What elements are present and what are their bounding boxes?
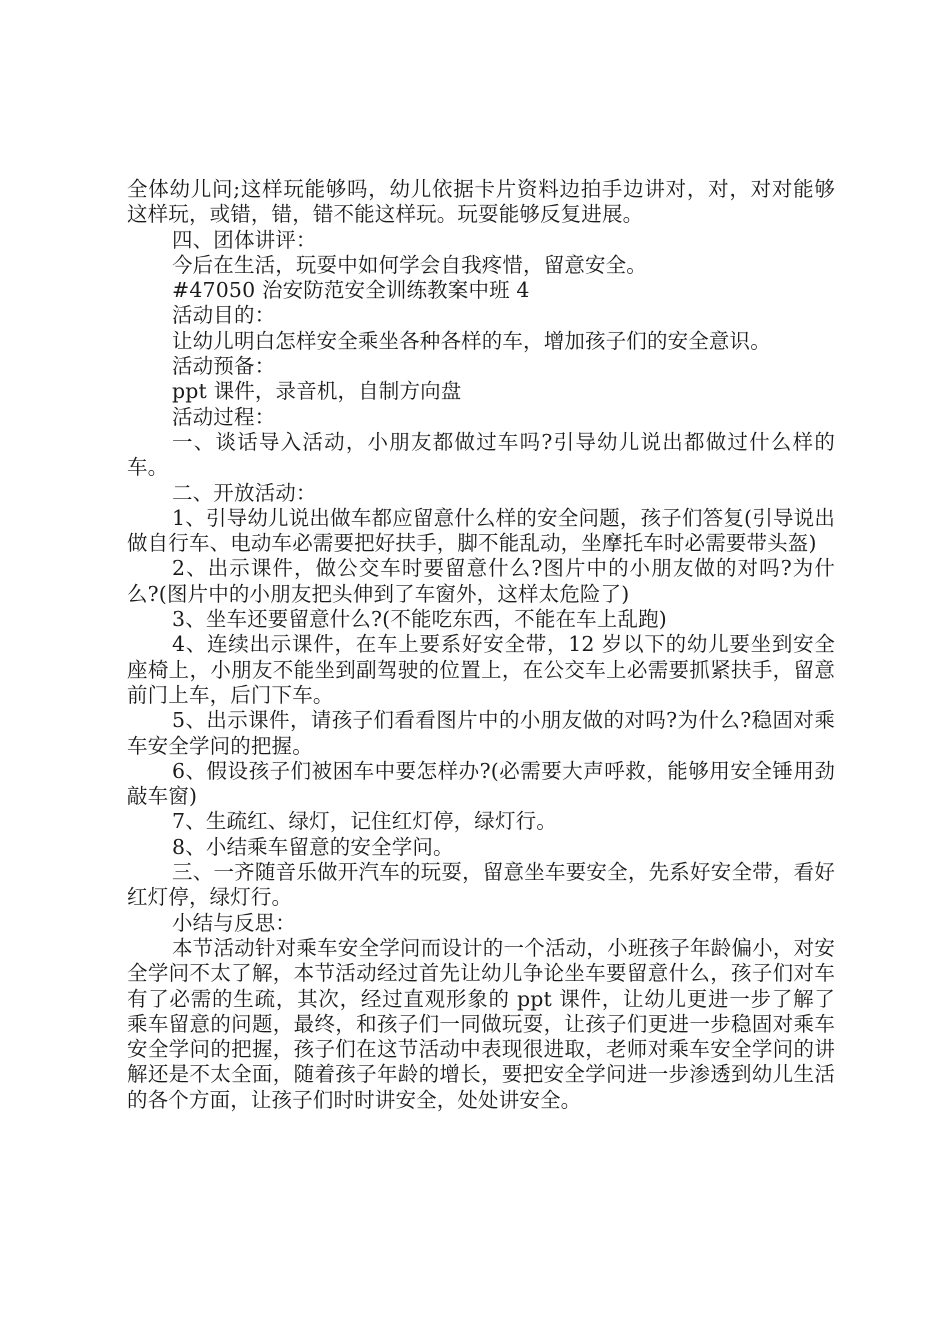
list-item: 8、小结乘车留意的安全学问。 — [172, 834, 454, 859]
list-item: 2、出示课件，做公交车时要留意什么?图片中的小朋友做的对吗?为什么?(图片中的小朋友把头伸到了车窗外，这样太危险了) — [127, 556, 835, 606]
section-heading: 二、开放活动： — [172, 480, 317, 505]
paragraph: 让幼儿明白怎样安全乘坐各种各样的车，增加孩子们的安全意识。 — [172, 328, 771, 353]
paragraph: 全体幼儿问;这样玩能够吗，幼儿依据卡片资料边拍手边讲对，对，对对能够这样玩，或错，错，错不能这样玩。玩耍能够反复进展。 — [127, 177, 835, 227]
section-heading: 四、团体讲评： — [172, 227, 317, 252]
paragraph: 三、一齐随音乐做开汽车的玩耍，留意坐车要安全，先系好安全带，看好红灯停，绿灯行。 — [127, 860, 835, 910]
section-heading: 活动过程： — [172, 404, 276, 429]
paragraph: 一、谈话导入活动，小朋友都做过车吗?引导幼儿说出都做过什么样的车。 — [127, 429, 835, 480]
paragraph: ppt 课件，录音机，自制方向盘 — [172, 379, 462, 404]
section-heading: 活动预备： — [172, 354, 276, 379]
paragraph: 本节活动针对乘车安全学问而设计的一个活动，小班孩子年龄偏小，对安全学问不太了解，本节活动经过首先让幼儿争论坐车要留意什么，孩子们对车有了必需的生疏，其次，经过直观形象的 ppt 课件，让幼儿更进一步了解了乘车留意的问题，最终，和孩子们一同做玩耍，让孩子们更进一步稳固对乘车安全学问的把握，孩子们在这节活动中表现很进取，老师对乘车安全学问的讲解还是不太全面，随着孩子年龄的增长，要把安全学问进一步渗透到幼儿生活的各个方面，让孩子们时时讲安全，处处讲安全。 — [127, 935, 835, 1112]
list-item: 7、生疏红、绿灯，记住红灯停，绿灯行。 — [172, 809, 557, 834]
list-item: 3、坐车还要留意什么?(不能吃东西，不能在车上乱跑) — [172, 607, 667, 632]
section-heading: 活动目的： — [172, 303, 276, 328]
list-item: 1、引导幼儿说出做车都应留意什么样的安全问题，孩子们答复(引导说出做自行车、电动车必需要把好扶手，脚不能乱动，坐摩托车时必需要带头盔) — [127, 505, 835, 556]
document-body — [127, 177, 835, 1113]
list-item: 5、出示课件，请孩子们看看图片中的小朋友做的对吗?为什么?稳固对乘车安全学问的把握。 — [127, 708, 835, 758]
section-heading: 小结与反思： — [172, 910, 296, 935]
list-item: 6、假设孩子们被困车中要怎样办?(必需要大声呼救，能够用安全锤用劲敲车窗) — [127, 758, 835, 809]
list-item: 4、连续出示课件，在车上要系好安全带，12 岁以下的幼儿要坐到安全座椅上，小朋友不能坐到副驾驶的位置上，在公交车上必需要抓紧扶手，留意前门上车，后门下车。 — [127, 632, 835, 707]
document-title: #47050 治安防范安全训练教案中班 4 — [172, 278, 530, 303]
paragraph: 今后在生活，玩耍中如何学会自我疼惜，留意安全。 — [172, 252, 647, 277]
